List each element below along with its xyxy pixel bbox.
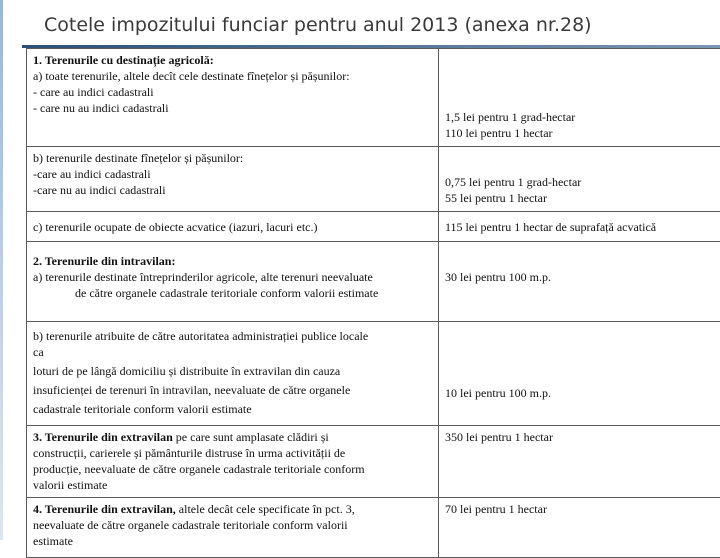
category-text: a) terenurile destinate întreprinderilor agricole, alte terenuri neevaluate [33, 269, 432, 285]
category-cell [27, 498, 439, 558]
category-cell [27, 49, 439, 147]
category-cell [27, 322, 439, 426]
category-text: estimate [33, 533, 432, 549]
rate-text: 110 lei pentru 1 hectar [445, 125, 714, 141]
category-cell [27, 147, 439, 212]
category-text: cadastrale teritoriale conform valorii estimate [33, 401, 432, 417]
rate-cell [439, 498, 720, 558]
rate-cell [439, 212, 720, 242]
category-text: altele decât cele specificate în pct. 3, [176, 502, 355, 516]
rate-cell [439, 426, 720, 498]
rate-text: 30 lei pentru 100 m.p. [445, 269, 714, 285]
category-text: pe care sunt amplasate clădiri și [173, 430, 329, 444]
category-text: ca [33, 344, 432, 360]
category-text: loturi de pe lângă domiciliu și distribuite în extravilan din cauza [33, 363, 432, 379]
table-row [27, 147, 720, 212]
category-text: valorii estimate [33, 477, 432, 493]
row-heading: 2. Terenurile din intravilan: [33, 253, 432, 269]
rate-text: 350 lei pentru 1 hectar [445, 429, 714, 445]
table-row [27, 498, 720, 558]
tax-rates-table [26, 48, 720, 558]
rate-cell [439, 322, 720, 426]
category-text: neevaluate de către organele cadastrale teritoriale conform valorii [33, 517, 432, 533]
table-row [27, 242, 720, 322]
category-text: - care nu au indici cadastrali [33, 100, 432, 116]
table-row [27, 426, 720, 498]
category-text: producție, neevaluate de către organele cadastrale teritoriale conform [33, 461, 432, 477]
rate-text: 10 lei pentru 100 m.p. [445, 385, 714, 401]
row-heading: 3. Terenurile din extravilan [33, 430, 173, 444]
rate-text: 1,5 lei pentru 1 grad-hectar [445, 109, 714, 125]
rate-text: 70 lei pentru 1 hectar [445, 501, 714, 517]
category-text: c) terenurile ocupate de obiecte acvatice (iazuri, lacuri etc.) [33, 219, 432, 235]
rate-cell [439, 242, 720, 322]
category-text: -care au indici cadastrali [33, 166, 432, 182]
category-text: construcții, carierele și pământurile distruse în urma activității de [33, 445, 432, 461]
category-text: a) toate terenurile, altele decît cele destinate fînețelor și pășunilor: [33, 68, 432, 84]
slide-title: Cotele impozitului funciar pentru anul 2013 (anexa nr.28) [44, 14, 592, 36]
row-heading: 1. Terenurile cu destinație agricolă: [33, 52, 432, 68]
category-text: -care nu au indici cadastrali [33, 182, 432, 198]
rate-text: 55 lei pentru 1 hectar [445, 190, 714, 206]
category-cell [27, 426, 439, 498]
table-row [27, 212, 720, 242]
category-cell [27, 242, 439, 322]
rate-cell [439, 147, 720, 212]
table-row [27, 49, 720, 147]
category-text: b) terenurile destinate fînețelor și pășunilor: [33, 150, 432, 166]
category-text: - care au indici cadastrali [33, 84, 432, 100]
row-heading: 4. Terenurile din extravilan, [33, 502, 176, 516]
category-text: de către organele cadastrale teritoriale conform valorii estimate [33, 285, 432, 301]
category-cell [27, 212, 439, 242]
category-text: b) terenurile atribuite de către autoritatea administrației publice locale [33, 328, 432, 344]
rate-cell [439, 49, 720, 147]
rate-text: 115 lei pentru 1 hectar de suprafață acvatică [445, 219, 714, 235]
category-text: insuficienței de terenuri în intravilan, neevaluate de către organele [33, 382, 432, 398]
table-row [27, 322, 720, 426]
left-accent-bar [0, 0, 3, 540]
rate-text: 0,75 lei pentru 1 grad-hectar [445, 174, 714, 190]
